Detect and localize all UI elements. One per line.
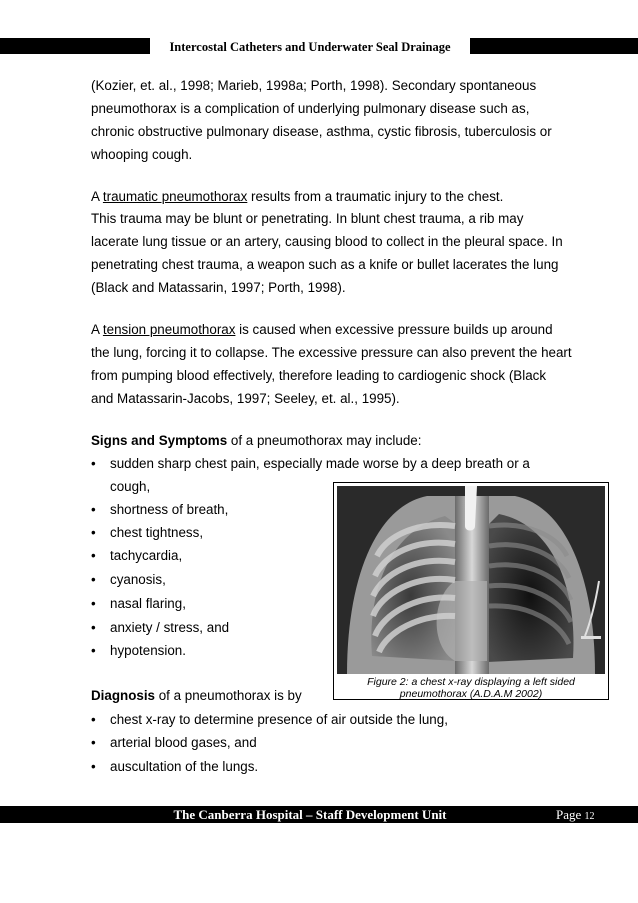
diagnosis-intro: of a pneumothorax is by [155,688,302,703]
bullet-icon: • [91,735,96,750]
diagnosis-item: auscultation of the lungs. [110,759,259,774]
bullet-icon: • [91,712,96,727]
header-bar-left [0,38,150,54]
bullet-icon: • [91,572,96,587]
para2-line: penetrating chest trauma, a weapon such as a knife or bullet lacerates the lung [91,257,559,272]
bullet-icon: • [91,643,96,658]
bullet-icon: • [91,620,96,635]
para1-line: whooping cough. [91,147,193,162]
footer-text: The Canberra Hospital – Staff Development Unit [173,807,447,822]
figure-caption-line: pneumothorax (A.D.A.M 2002) [399,688,543,700]
signs-item: cyanosis, [110,572,166,587]
signs-item: tachycardia, [110,548,183,563]
signs-item: chest tightness, [110,525,204,540]
signs-item: nasal flaring, [110,596,186,611]
para3-lead: A [91,322,103,337]
header-bar-right [470,38,638,54]
figure-box [333,482,609,700]
header-title: Intercostal Catheters and Underwater Seal Drainage [169,40,451,54]
figure-caption [334,676,608,700]
para2-line: (Black and Matassarin, 1997; Porth, 1998). [91,280,346,295]
bullet-icon: • [91,548,96,563]
tension-pneumothorax-term: tension pneumothorax [102,322,236,337]
signs-item-continued: cough, [110,479,151,494]
traumatic-pneumothorax-term: traumatic pneumothorax [102,189,248,204]
para3-line: and Matassarin-Jacobs, 1997; Seeley, et. al., 1995). [91,391,400,406]
diagnosis-item: arterial blood gases, and [110,735,257,750]
bullet-icon: • [91,456,96,471]
para3-first-line [91,322,553,338]
para2-first-line [91,189,503,205]
footer-page [556,806,595,823]
chest-xray-image [337,486,605,674]
diagnosis-heading: Diagnosis [91,688,155,703]
para1-line: chronic obstructive pulmonary disease, asthma, cystic fibrosis, tuberculosis or [91,124,552,139]
para1-line: pneumothorax is a complication of underlying pulmonary disease such as, [91,101,530,116]
signs-item: shortness of breath, [110,502,229,517]
para2-lead: A [91,189,103,204]
signs-item: hypotension. [110,643,186,658]
para3-rest: is caused when excessive pressure builds up around [235,322,553,337]
para1-line: (Kozier, et. al., 1998; Marieb, 1998a; Porth, 1998). Secondary spontaneous [91,78,537,93]
bullet-icon: • [91,759,96,774]
diagnosis-item: chest x-ray to determine presence of air outside the lung, [110,712,448,727]
para2-rest: results from a traumatic injury to the chest. [247,189,504,204]
page-label: Page [556,807,582,822]
figure-caption-line: Figure 2: a chest x-ray displaying a left sided [367,676,575,688]
para3-line: the lung, forcing it to collapse. The excessive pressure can also prevent the heart [91,345,572,360]
bullet-icon: • [91,596,96,611]
bullet-icon: • [91,502,96,517]
para3-line: from pumping blood effectively, therefore leading to cardiogenic shock (Black [91,368,547,383]
para2-line: lacerate lung tissue or an artery, causing blood to collect in the pleural space. In [91,234,563,249]
signs-heading-line [91,433,421,449]
para2-line: This trauma may be blunt or penetrating. In blunt chest trauma, a rib may [91,211,524,226]
page-number: 12 [584,811,595,822]
signs-heading: Signs and Symptoms [91,433,228,448]
signs-item: sudden sharp chest pain, especially made worse by a deep breath or a [110,456,530,471]
signs-item: anxiety / stress, and [110,620,230,635]
signs-intro: of a pneumothorax may include: [227,433,422,448]
bullet-icon: • [91,525,96,540]
diagnosis-heading-line [91,688,302,704]
